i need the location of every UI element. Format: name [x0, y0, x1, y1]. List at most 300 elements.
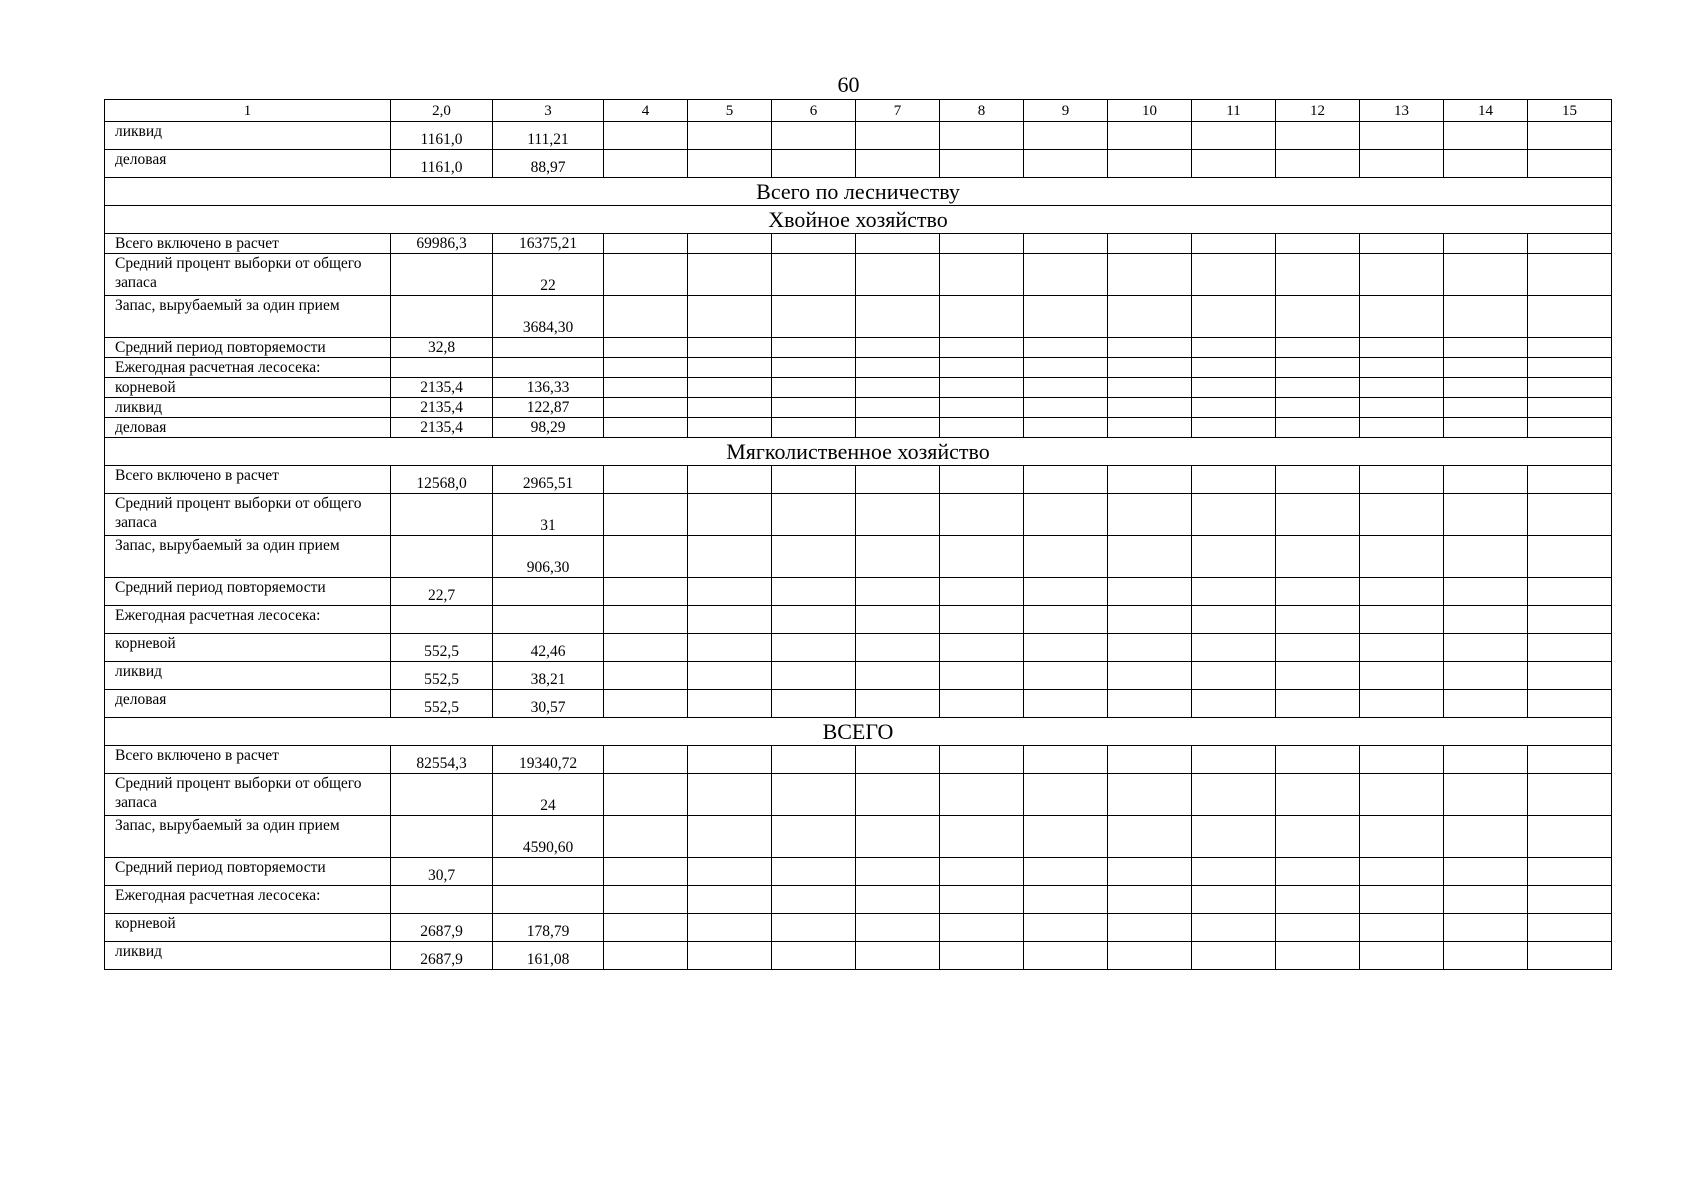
empty-cell: [772, 858, 856, 886]
empty-cell: [688, 296, 772, 338]
empty-cell: [604, 254, 688, 296]
volume-value: 122,87: [493, 398, 604, 418]
empty-cell: [688, 150, 772, 178]
row-label: Средний процент выборки от общего запаса: [105, 254, 391, 296]
empty-cell: [604, 466, 688, 494]
empty-cell: [1528, 418, 1612, 438]
empty-cell: [604, 398, 688, 418]
empty-cell: [1528, 858, 1612, 886]
empty-cell: [1276, 662, 1360, 690]
empty-cell: [1108, 536, 1192, 578]
empty-cell: [856, 358, 940, 378]
area-value: [391, 606, 493, 634]
empty-cell: [1444, 338, 1528, 358]
empty-cell: [1192, 858, 1276, 886]
table-row: [105, 536, 1612, 578]
area-value: [391, 358, 493, 378]
empty-cell: [1108, 942, 1192, 970]
empty-cell: [772, 578, 856, 606]
volume-value: [493, 858, 604, 886]
empty-cell: [1192, 150, 1276, 178]
empty-cell: [856, 378, 940, 398]
empty-cell: [1192, 746, 1276, 774]
empty-cell: [772, 234, 856, 254]
empty-cell: [1444, 494, 1528, 536]
column-number: 2,0: [391, 100, 493, 122]
empty-cell: [1024, 942, 1108, 970]
empty-cell: [1444, 774, 1528, 816]
empty-cell: [856, 914, 940, 942]
empty-cell: [1276, 122, 1360, 150]
empty-cell: [1360, 690, 1444, 718]
empty-cell: [604, 662, 688, 690]
empty-cell: [940, 536, 1024, 578]
empty-cell: [772, 398, 856, 418]
empty-cell: [1444, 418, 1528, 438]
empty-cell: [1024, 774, 1108, 816]
empty-cell: [1192, 234, 1276, 254]
empty-cell: [1360, 816, 1444, 858]
empty-cell: [1276, 234, 1360, 254]
empty-cell: [1024, 234, 1108, 254]
empty-cell: [940, 578, 1024, 606]
row-label: Всего включено в расчет: [105, 466, 391, 494]
empty-cell: [1276, 254, 1360, 296]
empty-cell: [940, 746, 1024, 774]
empty-cell: [940, 942, 1024, 970]
empty-cell: [688, 234, 772, 254]
empty-cell: [1360, 234, 1444, 254]
table-row: [105, 466, 1612, 494]
column-number: 8: [940, 100, 1024, 122]
volume-value: 161,08: [493, 942, 604, 970]
volume-value: 2965,51: [493, 466, 604, 494]
empty-cell: [1192, 886, 1276, 914]
empty-cell: [1108, 816, 1192, 858]
row-label: Ежегодная расчетная лесосека:: [105, 606, 391, 634]
empty-cell: [1024, 606, 1108, 634]
empty-cell: [1108, 886, 1192, 914]
empty-cell: [856, 418, 940, 438]
column-number: 15: [1528, 100, 1612, 122]
area-value: [391, 816, 493, 858]
empty-cell: [1528, 774, 1612, 816]
row-label: Всего включено в расчет: [105, 746, 391, 774]
row-label: Запас, вырубаемый за один прием: [105, 296, 391, 338]
empty-cell: [1024, 746, 1108, 774]
empty-cell: [1528, 338, 1612, 358]
empty-cell: [940, 914, 1024, 942]
empty-cell: [1276, 398, 1360, 418]
column-number: 14: [1444, 100, 1528, 122]
empty-cell: [1276, 942, 1360, 970]
empty-cell: [940, 858, 1024, 886]
empty-cell: [772, 536, 856, 578]
empty-cell: [1276, 296, 1360, 338]
empty-cell: [1024, 466, 1108, 494]
column-number: 6: [772, 100, 856, 122]
section-header-row: [105, 178, 1612, 206]
row-label: ликвид: [105, 122, 391, 150]
empty-cell: [1276, 494, 1360, 536]
volume-value: 906,30: [493, 536, 604, 578]
empty-cell: [1024, 418, 1108, 438]
table-row: [105, 774, 1612, 816]
empty-cell: [1108, 662, 1192, 690]
empty-cell: [1108, 690, 1192, 718]
empty-cell: [940, 816, 1024, 858]
empty-cell: [1528, 398, 1612, 418]
column-number: 12: [1276, 100, 1360, 122]
empty-cell: [856, 254, 940, 296]
empty-cell: [1276, 606, 1360, 634]
empty-cell: [604, 858, 688, 886]
empty-cell: [688, 254, 772, 296]
empty-cell: [688, 378, 772, 398]
empty-cell: [1360, 296, 1444, 338]
empty-cell: [1360, 606, 1444, 634]
volume-value: [493, 886, 604, 914]
area-value: 2135,4: [391, 418, 493, 438]
empty-cell: [1276, 886, 1360, 914]
table-row: [105, 358, 1612, 378]
page-number: 60: [837, 72, 860, 97]
empty-cell: [1276, 358, 1360, 378]
column-number: 3: [493, 100, 604, 122]
table-row: [105, 254, 1612, 296]
empty-cell: [1360, 150, 1444, 178]
area-value: 12568,0: [391, 466, 493, 494]
empty-cell: [1360, 536, 1444, 578]
empty-cell: [1108, 296, 1192, 338]
empty-cell: [1192, 296, 1276, 338]
section-title: Хвойное хозяйство: [105, 206, 1612, 234]
empty-cell: [688, 942, 772, 970]
empty-cell: [688, 606, 772, 634]
empty-cell: [1192, 816, 1276, 858]
empty-cell: [1192, 942, 1276, 970]
empty-cell: [1444, 690, 1528, 718]
row-label: Всего включено в расчет: [105, 234, 391, 254]
empty-cell: [1108, 338, 1192, 358]
empty-cell: [1528, 942, 1612, 970]
empty-cell: [1444, 466, 1528, 494]
empty-cell: [1276, 746, 1360, 774]
table-row: [105, 418, 1612, 438]
empty-cell: [1108, 254, 1192, 296]
volume-value: 3684,30: [493, 296, 604, 338]
volume-value: 136,33: [493, 378, 604, 398]
empty-cell: [688, 358, 772, 378]
empty-cell: [1276, 774, 1360, 816]
empty-cell: [1360, 358, 1444, 378]
volume-value: 178,79: [493, 914, 604, 942]
empty-cell: [1108, 774, 1192, 816]
empty-cell: [1108, 398, 1192, 418]
volume-value: 88,97: [493, 150, 604, 178]
empty-cell: [1276, 338, 1360, 358]
section-title: Всего по лесничеству: [105, 178, 1612, 206]
empty-cell: [1528, 150, 1612, 178]
empty-cell: [772, 634, 856, 662]
empty-cell: [772, 296, 856, 338]
empty-cell: [856, 746, 940, 774]
empty-cell: [1444, 634, 1528, 662]
table-row: [105, 296, 1612, 338]
empty-cell: [1444, 858, 1528, 886]
empty-cell: [688, 398, 772, 418]
empty-cell: [1276, 816, 1360, 858]
area-value: 2687,9: [391, 914, 493, 942]
area-value: 82554,3: [391, 746, 493, 774]
empty-cell: [1108, 150, 1192, 178]
empty-cell: [940, 494, 1024, 536]
empty-cell: [940, 296, 1024, 338]
empty-cell: [1360, 774, 1444, 816]
empty-cell: [1528, 466, 1612, 494]
empty-cell: [688, 690, 772, 718]
empty-cell: [1276, 858, 1360, 886]
table-row: [105, 858, 1612, 886]
empty-cell: [1528, 634, 1612, 662]
empty-cell: [856, 338, 940, 358]
empty-cell: [688, 536, 772, 578]
empty-cell: [1024, 398, 1108, 418]
empty-cell: [604, 122, 688, 150]
empty-cell: [1360, 378, 1444, 398]
area-value: 552,5: [391, 634, 493, 662]
empty-cell: [604, 634, 688, 662]
empty-cell: [940, 466, 1024, 494]
empty-cell: [1360, 494, 1444, 536]
empty-cell: [1444, 398, 1528, 418]
empty-cell: [1024, 858, 1108, 886]
empty-cell: [604, 886, 688, 914]
table-row: [105, 398, 1612, 418]
empty-cell: [772, 254, 856, 296]
column-number-row: [105, 100, 1612, 122]
row-label: Средний период повторяемости: [105, 578, 391, 606]
empty-cell: [604, 578, 688, 606]
row-label: Запас, вырубаемый за один прием: [105, 536, 391, 578]
volume-value: [493, 338, 604, 358]
empty-cell: [1108, 494, 1192, 536]
empty-cell: [856, 774, 940, 816]
empty-cell: [772, 418, 856, 438]
empty-cell: [1192, 418, 1276, 438]
empty-cell: [604, 536, 688, 578]
empty-cell: [1192, 466, 1276, 494]
table-row: [105, 122, 1612, 150]
empty-cell: [1444, 746, 1528, 774]
empty-cell: [688, 816, 772, 858]
row-label: деловая: [105, 418, 391, 438]
section-header-row: [105, 438, 1612, 466]
row-label: Средний период повторяемости: [105, 858, 391, 886]
empty-cell: [688, 338, 772, 358]
empty-cell: [856, 536, 940, 578]
empty-cell: [772, 942, 856, 970]
table-row: [105, 494, 1612, 536]
row-label: деловая: [105, 690, 391, 718]
empty-cell: [940, 378, 1024, 398]
empty-cell: [1024, 358, 1108, 378]
volume-value: 19340,72: [493, 746, 604, 774]
table-row: [105, 942, 1612, 970]
empty-cell: [1108, 914, 1192, 942]
empty-cell: [1360, 578, 1444, 606]
volume-value: [493, 358, 604, 378]
empty-cell: [1024, 816, 1108, 858]
empty-cell: [1444, 578, 1528, 606]
empty-cell: [1192, 378, 1276, 398]
empty-cell: [1108, 234, 1192, 254]
volume-value: 98,29: [493, 418, 604, 438]
empty-cell: [856, 466, 940, 494]
empty-cell: [1528, 234, 1612, 254]
empty-cell: [688, 746, 772, 774]
empty-cell: [1528, 578, 1612, 606]
empty-cell: [1024, 914, 1108, 942]
empty-cell: [688, 418, 772, 438]
empty-cell: [604, 606, 688, 634]
empty-cell: [1360, 914, 1444, 942]
column-number: 11: [1192, 100, 1276, 122]
empty-cell: [1192, 578, 1276, 606]
table-row: [105, 746, 1612, 774]
empty-cell: [604, 358, 688, 378]
column-number: 5: [688, 100, 772, 122]
empty-cell: [856, 634, 940, 662]
empty-cell: [1444, 378, 1528, 398]
empty-cell: [1528, 816, 1612, 858]
area-value: 22,7: [391, 578, 493, 606]
table-row: [105, 338, 1612, 358]
empty-cell: [688, 466, 772, 494]
empty-cell: [772, 150, 856, 178]
empty-cell: [772, 746, 856, 774]
empty-cell: [1276, 536, 1360, 578]
table-row: [105, 150, 1612, 178]
area-value: 552,5: [391, 690, 493, 718]
empty-cell: [856, 578, 940, 606]
empty-cell: [1528, 746, 1612, 774]
empty-cell: [1024, 254, 1108, 296]
empty-cell: [1528, 378, 1612, 398]
empty-cell: [1192, 494, 1276, 536]
empty-cell: [1108, 122, 1192, 150]
empty-cell: [1108, 418, 1192, 438]
empty-cell: [1108, 634, 1192, 662]
row-label: корневой: [105, 378, 391, 398]
empty-cell: [772, 690, 856, 718]
empty-cell: [1192, 662, 1276, 690]
empty-cell: [1108, 466, 1192, 494]
empty-cell: [604, 296, 688, 338]
table-row: [105, 606, 1612, 634]
area-value: 2687,9: [391, 942, 493, 970]
empty-cell: [856, 816, 940, 858]
empty-cell: [940, 358, 1024, 378]
empty-cell: [1024, 690, 1108, 718]
empty-cell: [1444, 816, 1528, 858]
table-row: [105, 234, 1612, 254]
empty-cell: [940, 234, 1024, 254]
empty-cell: [856, 122, 940, 150]
empty-cell: [1024, 378, 1108, 398]
empty-cell: [604, 150, 688, 178]
empty-cell: [856, 942, 940, 970]
empty-cell: [1108, 578, 1192, 606]
empty-cell: [1192, 774, 1276, 816]
empty-cell: [604, 690, 688, 718]
empty-cell: [856, 690, 940, 718]
area-value: 32,8: [391, 338, 493, 358]
empty-cell: [688, 914, 772, 942]
empty-cell: [1024, 886, 1108, 914]
empty-cell: [1192, 914, 1276, 942]
area-value: 2135,4: [391, 378, 493, 398]
empty-cell: [856, 662, 940, 690]
empty-cell: [940, 606, 1024, 634]
table-body: [105, 100, 1612, 970]
empty-cell: [1276, 150, 1360, 178]
row-label: Запас, вырубаемый за один прием: [105, 816, 391, 858]
empty-cell: [1360, 466, 1444, 494]
empty-cell: [1192, 254, 1276, 296]
volume-value: 22: [493, 254, 604, 296]
empty-cell: [1024, 122, 1108, 150]
empty-cell: [1108, 378, 1192, 398]
empty-cell: [604, 378, 688, 398]
empty-cell: [1444, 296, 1528, 338]
table-row: [105, 886, 1612, 914]
empty-cell: [604, 338, 688, 358]
empty-cell: [1108, 858, 1192, 886]
empty-cell: [1024, 578, 1108, 606]
empty-cell: [856, 398, 940, 418]
volume-value: 30,57: [493, 690, 604, 718]
empty-cell: [940, 690, 1024, 718]
empty-cell: [772, 358, 856, 378]
table-row: [105, 914, 1612, 942]
column-number: 10: [1108, 100, 1192, 122]
row-label: Средний период повторяемости: [105, 338, 391, 358]
empty-cell: [1528, 254, 1612, 296]
volume-value: 4590,60: [493, 816, 604, 858]
empty-cell: [940, 418, 1024, 438]
column-number: 9: [1024, 100, 1108, 122]
empty-cell: [940, 634, 1024, 662]
empty-cell: [688, 634, 772, 662]
empty-cell: [772, 606, 856, 634]
empty-cell: [1276, 578, 1360, 606]
empty-cell: [1444, 254, 1528, 296]
allowable-cut-table: [104, 99, 1612, 970]
empty-cell: [1024, 536, 1108, 578]
empty-cell: [1444, 358, 1528, 378]
empty-cell: [1276, 466, 1360, 494]
table-row: [105, 578, 1612, 606]
empty-cell: [940, 150, 1024, 178]
empty-cell: [1528, 690, 1612, 718]
volume-value: 31: [493, 494, 604, 536]
empty-cell: [1528, 886, 1612, 914]
area-value: 30,7: [391, 858, 493, 886]
empty-cell: [1444, 234, 1528, 254]
empty-cell: [1360, 886, 1444, 914]
area-value: 2135,4: [391, 398, 493, 418]
